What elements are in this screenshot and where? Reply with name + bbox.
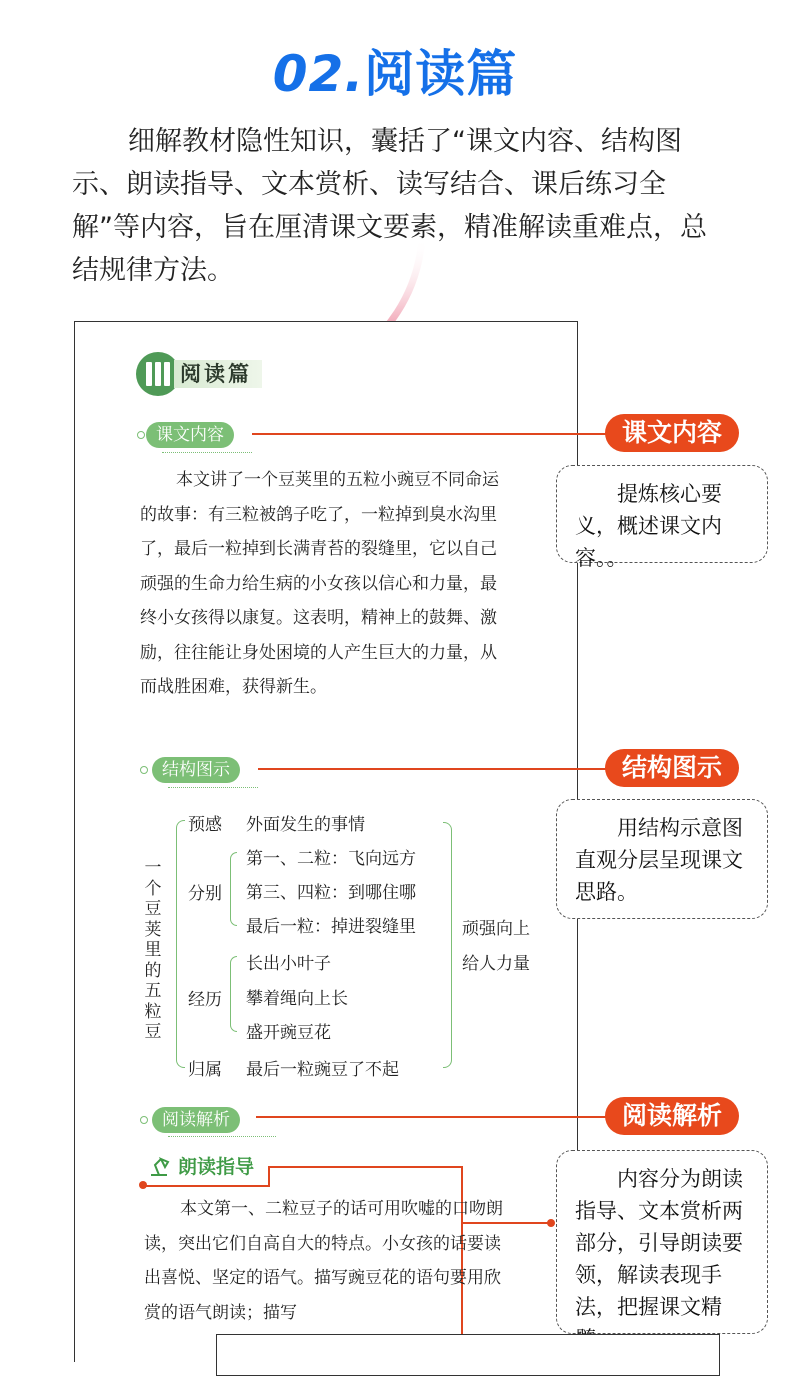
- group-item: 攀着绳向上长: [246, 989, 348, 1009]
- conclusion-line: 给人力量: [462, 954, 530, 974]
- group-item: 最后一粒：掉进裂缝里: [246, 917, 416, 937]
- analysis-text: 本文第一、二粒豆子的话可用吹嘘的口吻朗读，突出它们自高自大的特点。小女孩的话要读出喜悦、坚定的语气。描写豌豆花的语句要用欣赏的语气朗读；描写: [144, 1199, 503, 1323]
- pill-underline: [162, 452, 252, 455]
- reading-logo: [136, 352, 262, 396]
- callout-note-text: 提炼核心要义，概述课文内容。。: [575, 482, 722, 570]
- callout-note-analysis: [556, 1150, 768, 1334]
- callout-line: [252, 433, 612, 435]
- line-end-dot: [138, 1180, 148, 1190]
- group-label: 归属: [188, 1060, 222, 1080]
- sub-brace: [230, 956, 237, 1032]
- pill-underline: [168, 1136, 276, 1139]
- group-item: 第一、二粒：飞向远方: [246, 849, 416, 869]
- group-item: 最后一粒豌豆了不起: [246, 1060, 399, 1080]
- group-label: 分别: [188, 884, 222, 904]
- group-item: 外面发生的事情: [246, 815, 365, 835]
- pill-underline: [168, 787, 258, 790]
- callout-tag-analysis: 阅读解析: [605, 1097, 739, 1135]
- intro-text: 细解教材隐性知识，囊括了“课文内容、结构图示、朗读指导、文本赏析、读写结合、课后练习全解”等内容，旨在厘清课文要素，精准解读重难点，总结规律方法。: [72, 126, 707, 286]
- content-pill: 课文内容: [146, 422, 234, 448]
- callout-line: [256, 1116, 612, 1118]
- group-label: 预感: [188, 815, 222, 835]
- content-text: 本文讲了一个豆荚里的五粒小豌豆不同命运的故事：有三粒被鸽子吃了，一粒掉到臭水沟里了，最后一粒掉到长满青苔的裂缝里，它以自己顽强的生命力给生病的小女孩以信心和力量，最终小女孩得以康复。这表明，精神上的鼓舞、激励，往往能让身处困境的人产生巨大的力量，从而战胜困难，获得新生。: [140, 470, 499, 697]
- structure-brace: [176, 820, 185, 1068]
- structure-root: 一个豆荚里的五粒豆: [144, 858, 162, 1042]
- group-label: 经历: [188, 990, 222, 1010]
- callout-tag-structure: 结构图示: [605, 749, 739, 787]
- callout-note-structure: [556, 799, 768, 919]
- callout-line: [268, 1166, 462, 1168]
- structure-pill: 结构图示: [152, 757, 240, 783]
- sub-brace: [230, 852, 237, 926]
- callout-line: [258, 768, 612, 770]
- callout-line: [142, 1185, 270, 1187]
- logo-label: 阅读篇: [174, 360, 262, 388]
- conclusion-brace: [443, 822, 452, 1068]
- group-item: 第三、四粒：到哪住哪: [246, 883, 416, 903]
- line-end-dot: [546, 1218, 556, 1228]
- page-title: [0, 34, 790, 106]
- callout-note-text: 用结构示意图直观分层呈现课文思路。: [575, 816, 743, 904]
- lamp-icon: [146, 1153, 172, 1179]
- content-paragraph: [140, 463, 506, 705]
- inner-page-box: [216, 1334, 720, 1376]
- analysis-pill: 阅读解析: [152, 1107, 240, 1133]
- analysis-paragraph: [144, 1192, 510, 1330]
- reading-guide-label: 朗读指导: [178, 1156, 255, 1178]
- pill-dot: [137, 431, 145, 439]
- pill-dot: [140, 1116, 148, 1124]
- pill-dot: [140, 766, 148, 774]
- callout-note-text: 内容分为朗读指导、文本赏析两部分，引导朗读要领，解读表现手法，把握课文精: [575, 1167, 743, 1319]
- reading-guide-heading: [146, 1152, 254, 1179]
- group-item: 盛开豌豆花: [246, 1023, 331, 1043]
- callout-note-content: [556, 465, 768, 570]
- group-item: 长出小叶子: [246, 954, 331, 974]
- callout-line: [268, 1166, 270, 1186]
- title-number: 02.: [272, 45, 365, 103]
- callout-tag-content: 课文内容: [605, 414, 739, 452]
- title-text: 阅读篇: [364, 45, 518, 103]
- conclusion-line: 顽强向上: [462, 919, 530, 939]
